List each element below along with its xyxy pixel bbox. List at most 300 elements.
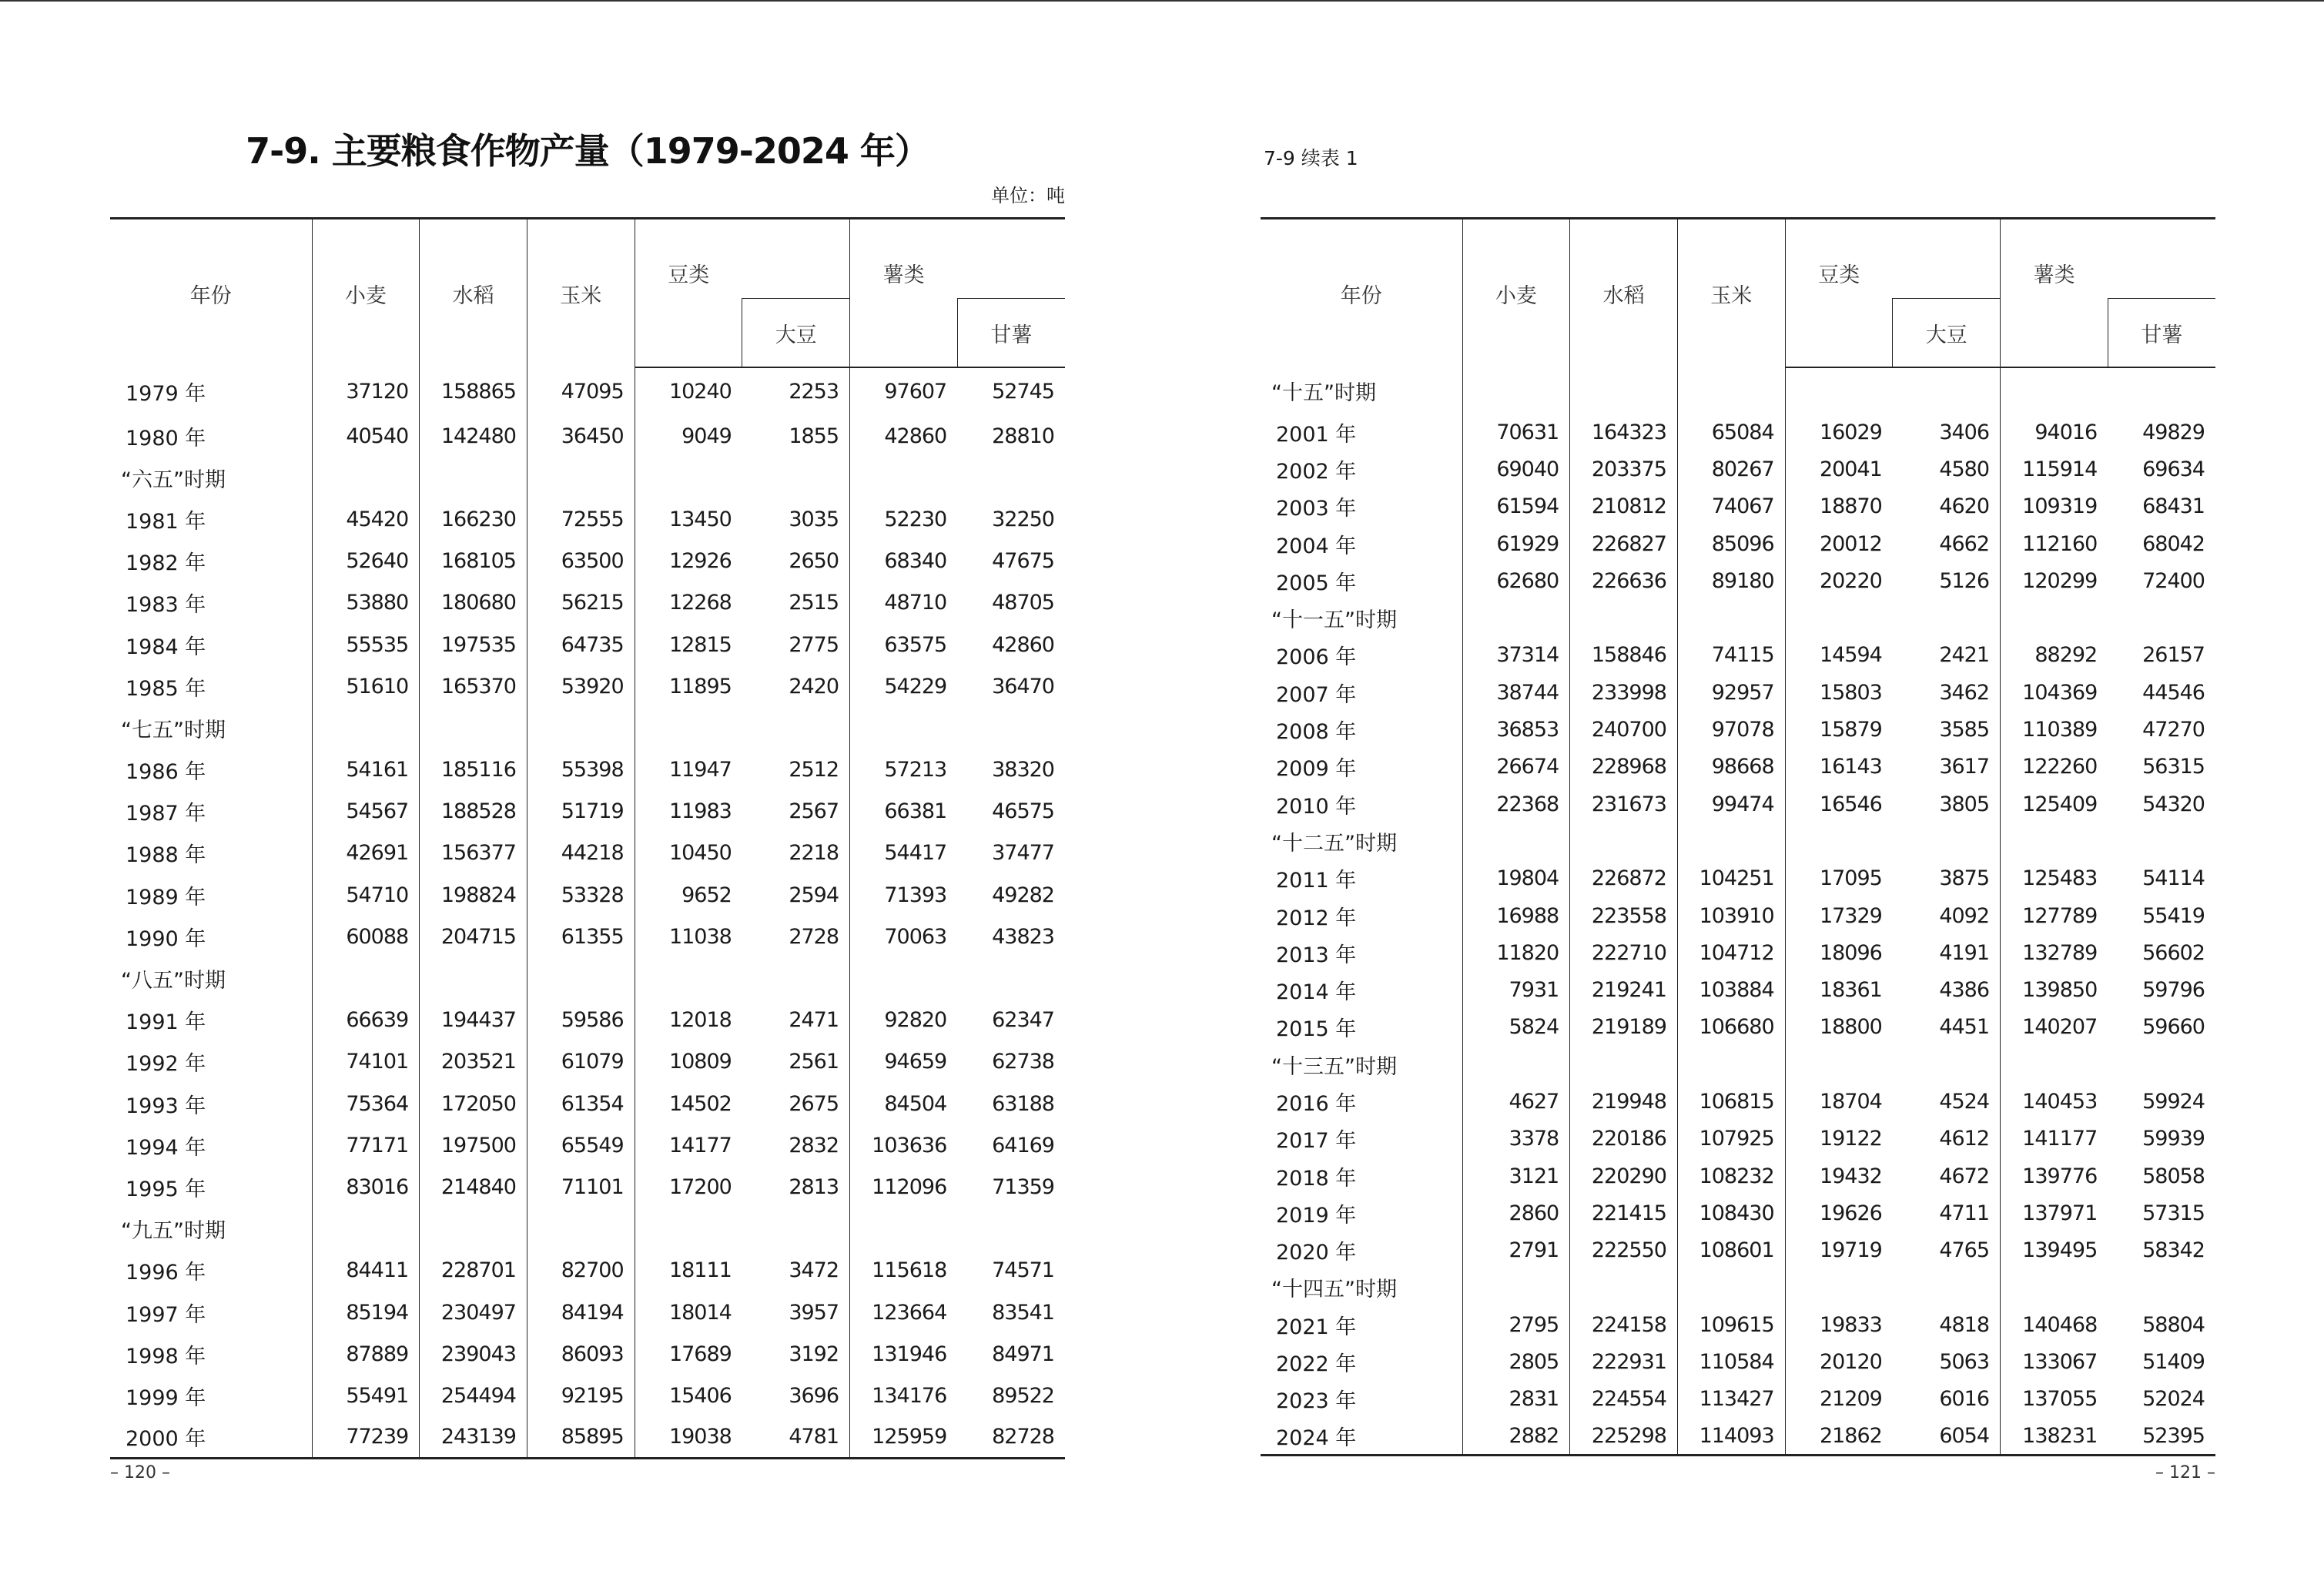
value-cell: 28810 — [992, 424, 1054, 448]
value-cell: 53920 — [527, 665, 635, 707]
value-cell: 254494 — [420, 1375, 527, 1416]
value-cell: 61594 — [1462, 488, 1570, 525]
value-cell: 12926 — [635, 541, 742, 582]
value-cell: 62347 — [992, 1008, 1054, 1033]
value-cell: 4662 — [1939, 531, 1990, 556]
value-cell: 15406 — [635, 1375, 742, 1416]
table-row — [110, 367, 1065, 415]
year-cell: 1985 年 — [126, 676, 206, 701]
value-cell: 68431 — [2142, 494, 2205, 519]
table-row — [1261, 488, 2215, 525]
value-cell: 20041 — [1785, 451, 1893, 487]
value-cell: 7931 — [1462, 971, 1570, 1008]
value-cell: 92957 — [1677, 674, 1785, 711]
value-cell: 20012 — [1785, 525, 1893, 562]
value-cell: 55419 — [2142, 903, 2205, 928]
value-cell: 38320 — [992, 758, 1054, 782]
value-cell: 109319 — [2001, 488, 2108, 525]
header-beans-under — [635, 299, 742, 368]
value-cell: 19038 — [635, 1417, 742, 1459]
value-cell: 16029 — [1785, 414, 1893, 451]
year-cell: 2000 年 — [110, 1417, 312, 1459]
value-cell: 42860 — [992, 632, 1054, 657]
value-cell: 2421 — [1939, 643, 1990, 668]
value-cell: 36853 — [1462, 711, 1570, 748]
value-cell: 166230 — [420, 498, 527, 540]
value-cell: 2515 — [789, 591, 839, 615]
value-cell: 3462 — [1939, 680, 1990, 705]
value-cell: 94016 — [2001, 414, 2108, 451]
value-cell: 71393 — [850, 874, 958, 916]
value-cell: 10809 — [635, 1041, 742, 1083]
value-cell: 108601 — [1677, 1232, 1785, 1269]
table-row — [1261, 674, 2215, 711]
value-cell — [635, 707, 742, 749]
value-cell: 92820 — [850, 1000, 958, 1041]
value-cell: 3035 — [789, 507, 839, 531]
year-cell: 2008 年 — [1276, 720, 1357, 745]
value-cell — [527, 957, 635, 999]
value-cell: 52230 — [850, 498, 958, 540]
year-cell: 1979 年 — [126, 381, 206, 406]
value-cell: 20220 — [1785, 562, 1893, 599]
value-cell: 82728 — [957, 1417, 1065, 1459]
value-cell — [420, 457, 527, 498]
value-cell: 20120 — [1785, 1343, 1893, 1380]
value-cell: 11820 — [1462, 934, 1570, 971]
table-row — [110, 665, 1065, 707]
value-cell: 98668 — [1677, 749, 1785, 786]
header-beans: 豆类 — [1785, 219, 1893, 299]
table-row — [1261, 934, 2215, 971]
value-cell: 4092 — [1939, 903, 1990, 928]
value-cell: 204715 — [420, 916, 527, 957]
value-cell: 37477 — [992, 841, 1054, 866]
value-cell: 2832 — [789, 1133, 839, 1157]
value-cell: 243139 — [420, 1417, 527, 1459]
value-cell: 2728 — [789, 924, 839, 949]
value-cell: 132789 — [2001, 934, 2108, 971]
value-cell: 164323 — [1570, 414, 1678, 451]
table-row — [1261, 1121, 2215, 1157]
header-beans-spacer — [742, 219, 850, 299]
value-cell — [1893, 599, 2001, 636]
year-cell: 1996 年 — [126, 1261, 206, 1285]
value-cell: 42691 — [312, 833, 420, 874]
value-cell: 43823 — [992, 924, 1054, 949]
value-cell: 38744 — [1462, 674, 1570, 711]
value-cell: 137055 — [2001, 1381, 2108, 1418]
year-cell: 2023 年 — [1276, 1389, 1357, 1414]
value-cell: 2775 — [789, 632, 839, 657]
year-cell: 1989 年 — [126, 885, 206, 910]
value-cell — [1893, 367, 2001, 414]
header-tubers: 薯类 — [850, 219, 958, 299]
value-cell: 44218 — [527, 833, 635, 874]
table-row — [1261, 971, 2215, 1008]
value-cell: 54114 — [2142, 866, 2205, 891]
value-cell: 140207 — [2001, 1009, 2108, 1046]
page-title: 7-9. 主要粮食作物产量（1979-2024 年） — [246, 130, 929, 172]
year-cell: 2017 年 — [1276, 1129, 1357, 1154]
value-cell: 4672 — [1939, 1164, 1990, 1188]
year-cell: 2015 年 — [1276, 1017, 1357, 1042]
header-tubers-spacer — [2108, 219, 2215, 299]
value-cell: 37120 — [312, 367, 420, 415]
value-cell: 40540 — [312, 415, 420, 457]
value-cell — [1462, 599, 1570, 636]
value-cell: 203375 — [1570, 451, 1678, 487]
value-cell: 3875 — [1939, 866, 1990, 891]
value-cell: 17689 — [635, 1333, 742, 1375]
table-row — [110, 749, 1065, 791]
year-cell: 2005 年 — [1276, 571, 1357, 595]
year-cell: 2007 年 — [1276, 682, 1357, 707]
value-cell: 47270 — [2142, 718, 2205, 742]
value-cell — [957, 1208, 1065, 1250]
value-cell: 66381 — [850, 791, 958, 833]
value-cell: 57315 — [2142, 1201, 2205, 1225]
value-cell — [527, 1208, 635, 1250]
year-cell: 1997 年 — [126, 1302, 206, 1327]
table-row — [110, 415, 1065, 457]
year-cell: 1982 年 — [126, 551, 206, 576]
table-row — [110, 1041, 1065, 1083]
value-cell: 5824 — [1462, 1009, 1570, 1046]
value-cell: 114093 — [1677, 1418, 1785, 1455]
period-row — [1261, 1269, 2215, 1306]
value-cell: 140468 — [2001, 1306, 2108, 1343]
year-cell: 1986 年 — [126, 760, 206, 785]
value-cell — [1677, 822, 1785, 859]
year-cell: 2010 年 — [1276, 794, 1357, 819]
header-rice: 水稻 — [420, 219, 527, 368]
value-cell: 54417 — [850, 833, 958, 874]
value-cell: 3121 — [1462, 1157, 1570, 1194]
header-soybean: 大豆 — [742, 299, 850, 368]
value-cell: 203521 — [420, 1041, 527, 1083]
value-cell: 2791 — [1462, 1232, 1570, 1269]
value-cell: 51409 — [2142, 1350, 2205, 1375]
value-cell: 4580 — [1939, 457, 1990, 481]
value-cell: 125959 — [850, 1417, 958, 1459]
value-cell: 84411 — [312, 1250, 420, 1292]
value-cell: 21209 — [1785, 1381, 1893, 1418]
period-label: “七五”时期 — [121, 718, 226, 742]
value-cell — [1570, 1269, 1678, 1306]
table-row — [110, 541, 1065, 582]
year-cell: 2013 年 — [1276, 943, 1357, 967]
value-cell: 214840 — [420, 1166, 527, 1208]
value-cell: 87889 — [312, 1333, 420, 1375]
value-cell: 110389 — [2001, 711, 2108, 748]
value-cell: 70063 — [850, 916, 958, 957]
year-cell: 2016 年 — [1276, 1091, 1357, 1116]
table-row — [1261, 860, 2215, 897]
value-cell: 226827 — [1570, 525, 1678, 562]
value-cell: 139776 — [2001, 1157, 2108, 1194]
value-cell: 103636 — [850, 1124, 958, 1166]
table-body-left — [110, 367, 1065, 1459]
table-row — [110, 498, 1065, 540]
year-cell: 2022 年 — [1276, 1352, 1357, 1377]
continuation-label: 7-9 续表 1 — [1264, 147, 1358, 169]
value-cell: 3378 — [1462, 1121, 1570, 1157]
value-cell: 220186 — [1570, 1121, 1678, 1157]
value-cell: 103884 — [1677, 971, 1785, 1008]
value-cell: 221415 — [1570, 1194, 1678, 1231]
crop-output-table-right — [1261, 217, 2215, 1456]
value-cell: 222550 — [1570, 1232, 1678, 1269]
value-cell — [1893, 822, 2001, 859]
value-cell: 36450 — [527, 415, 635, 457]
header-beans-spacer — [1893, 219, 2001, 299]
value-cell: 52640 — [312, 541, 420, 582]
value-cell: 112096 — [850, 1166, 958, 1208]
value-cell — [742, 1208, 850, 1250]
value-cell — [1785, 1269, 1893, 1306]
value-cell: 88292 — [2001, 637, 2108, 674]
value-cell: 18800 — [1785, 1009, 1893, 1046]
value-cell: 58342 — [2142, 1238, 2205, 1263]
value-cell: 72555 — [527, 498, 635, 540]
value-cell: 54710 — [312, 874, 420, 916]
value-cell: 85096 — [1677, 525, 1785, 562]
year-cell: 1981 年 — [126, 509, 206, 534]
value-cell: 180680 — [420, 582, 527, 624]
value-cell — [1462, 1269, 1570, 1306]
value-cell: 83541 — [992, 1300, 1054, 1325]
table-row — [1261, 562, 2215, 599]
value-cell — [312, 707, 420, 749]
value-cell: 2594 — [789, 883, 839, 907]
value-cell: 42860 — [850, 415, 958, 457]
table-row — [1261, 1306, 2215, 1343]
value-cell: 3192 — [789, 1342, 839, 1366]
value-cell: 59586 — [527, 1000, 635, 1041]
value-cell: 140453 — [2001, 1083, 2108, 1120]
value-cell — [2001, 1269, 2108, 1306]
value-cell — [742, 707, 850, 749]
header-beans: 豆类 — [635, 219, 742, 299]
value-cell — [1785, 822, 1893, 859]
header-tubers: 薯类 — [2001, 219, 2108, 299]
value-cell: 74571 — [992, 1258, 1054, 1283]
value-cell: 104369 — [2001, 674, 2108, 711]
value-cell: 58058 — [2142, 1164, 2205, 1188]
value-cell: 220290 — [1570, 1157, 1678, 1194]
year-cell: 1984 年 — [126, 635, 206, 659]
period-row — [110, 957, 1065, 999]
value-cell — [527, 457, 635, 498]
value-cell: 32250 — [992, 507, 1054, 531]
period-row — [110, 1208, 1065, 1250]
value-cell: 14594 — [1785, 637, 1893, 674]
value-cell: 86093 — [527, 1333, 635, 1375]
value-cell: 125409 — [2001, 786, 2108, 822]
period-row — [110, 707, 1065, 749]
year-cell: 1995 年 — [126, 1177, 206, 1201]
value-cell: 61354 — [527, 1083, 635, 1124]
value-cell — [1677, 1269, 1785, 1306]
value-cell: 72400 — [2142, 568, 2205, 593]
value-cell: 55535 — [312, 624, 420, 665]
value-cell: 63188 — [992, 1091, 1054, 1116]
value-cell: 109615 — [1677, 1306, 1785, 1343]
value-cell: 63575 — [850, 624, 958, 665]
value-cell — [635, 457, 742, 498]
value-cell: 56315 — [2142, 755, 2205, 779]
value-cell: 80267 — [1677, 451, 1785, 487]
year-cell: 2004 年 — [1276, 534, 1357, 558]
unit-label: 单位：吨 — [991, 185, 1065, 206]
value-cell: 4818 — [1939, 1312, 1990, 1337]
value-cell: 59939 — [2142, 1127, 2205, 1151]
value-cell: 226872 — [1570, 860, 1678, 897]
table-row — [110, 1333, 1065, 1375]
table-row — [1261, 786, 2215, 822]
year-cell: 1998 年 — [126, 1344, 206, 1369]
value-cell: 89522 — [992, 1383, 1054, 1408]
year-cell: 2009 年 — [1276, 757, 1357, 782]
value-cell: 75364 — [312, 1083, 420, 1124]
value-cell — [527, 707, 635, 749]
period-label: “十三五”时期 — [1271, 1054, 1397, 1079]
year-cell: 1999 年 — [126, 1385, 206, 1410]
value-cell: 4386 — [1939, 978, 1990, 1003]
value-cell: 138231 — [2001, 1418, 2108, 1455]
value-cell — [2108, 367, 2215, 414]
value-cell — [420, 707, 527, 749]
value-cell: 61355 — [527, 916, 635, 957]
year-cell: 2020 年 — [1276, 1241, 1357, 1265]
value-cell: 3617 — [1939, 755, 1990, 779]
value-cell: 97078 — [1677, 711, 1785, 748]
value-cell: 56602 — [2142, 940, 2205, 965]
year-cell: 2011 年 — [1276, 869, 1357, 893]
value-cell: 49829 — [2142, 420, 2205, 444]
value-cell: 224158 — [1570, 1306, 1678, 1343]
value-cell: 239043 — [420, 1333, 527, 1375]
value-cell: 108232 — [1677, 1157, 1785, 1194]
value-cell — [1785, 1046, 1893, 1083]
header-tubers-under — [850, 299, 958, 368]
value-cell: 231673 — [1570, 786, 1678, 822]
value-cell: 46575 — [992, 799, 1054, 824]
table-row — [110, 1375, 1065, 1416]
value-cell — [850, 457, 958, 498]
value-cell — [1462, 1046, 1570, 1083]
value-cell: 16546 — [1785, 786, 1893, 822]
header-sweet-potato: 甘薯 — [957, 299, 1065, 368]
value-cell: 219241 — [1570, 971, 1678, 1008]
year-cell: 2014 年 — [1276, 980, 1357, 1005]
table-row — [110, 874, 1065, 916]
right-page — [1261, 0, 2215, 1588]
value-cell — [957, 957, 1065, 999]
year-cell: 2003 年 — [1276, 497, 1357, 521]
value-cell: 188528 — [420, 791, 527, 833]
value-cell: 6016 — [1939, 1387, 1990, 1412]
value-cell: 68340 — [850, 541, 958, 582]
value-cell: 197500 — [420, 1124, 527, 1166]
value-cell: 4612 — [1939, 1127, 1990, 1151]
year-cell: 2024 年 — [1261, 1418, 1462, 1455]
table-row — [110, 1166, 1065, 1208]
table-row — [110, 916, 1065, 957]
year-cell: 1980 年 — [126, 426, 206, 451]
header-soybean: 大豆 — [1893, 299, 2001, 368]
header-beans-under — [1785, 299, 1893, 368]
year-cell: 1987 年 — [126, 802, 206, 826]
year-cell: 1991 年 — [126, 1010, 206, 1035]
value-cell: 99474 — [1677, 786, 1785, 822]
value-cell: 139495 — [2001, 1232, 2108, 1269]
value-cell: 3957 — [789, 1300, 839, 1325]
header-tubers-spacer — [957, 219, 1065, 299]
value-cell: 19719 — [1785, 1232, 1893, 1269]
table-row — [110, 1000, 1065, 1041]
header-corn: 玉米 — [527, 219, 635, 368]
value-cell: 18870 — [1785, 488, 1893, 525]
value-cell: 2561 — [789, 1050, 839, 1074]
value-cell: 127789 — [2001, 897, 2108, 934]
table-row — [1261, 749, 2215, 786]
value-cell: 106815 — [1677, 1083, 1785, 1120]
value-cell: 172050 — [420, 1083, 527, 1124]
value-cell: 2813 — [789, 1174, 839, 1199]
year-cell: 1994 年 — [126, 1135, 206, 1160]
value-cell: 123664 — [850, 1292, 958, 1333]
year-cell: 2001 年 — [1276, 422, 1357, 447]
value-cell: 2882 — [1462, 1418, 1570, 1455]
value-cell: 84504 — [850, 1083, 958, 1124]
value-cell: 18111 — [635, 1250, 742, 1292]
period-row — [1261, 367, 2215, 414]
value-cell: 224554 — [1570, 1381, 1678, 1418]
value-cell — [1785, 367, 1893, 414]
value-cell: 2471 — [789, 1008, 839, 1033]
value-cell — [1785, 599, 1893, 636]
value-cell: 53880 — [312, 582, 420, 624]
value-cell: 51610 — [312, 665, 420, 707]
value-cell: 11947 — [635, 749, 742, 791]
value-cell: 2218 — [789, 841, 839, 866]
table-row — [1261, 1232, 2215, 1269]
value-cell: 26674 — [1462, 749, 1570, 786]
value-cell — [312, 1208, 420, 1250]
value-cell: 69634 — [2142, 457, 2205, 481]
crop-output-table-left — [110, 217, 1065, 1459]
value-cell: 113427 — [1677, 1381, 1785, 1418]
value-cell: 77239 — [312, 1417, 420, 1459]
value-cell: 54320 — [2142, 792, 2205, 816]
value-cell: 5063 — [1939, 1350, 1990, 1375]
value-cell: 19626 — [1785, 1194, 1893, 1231]
header-rice: 水稻 — [1570, 219, 1678, 368]
table-row — [1261, 525, 2215, 562]
value-cell: 4451 — [1939, 1015, 1990, 1040]
value-cell — [2108, 822, 2215, 859]
value-cell — [1570, 822, 1678, 859]
value-cell: 61079 — [527, 1041, 635, 1083]
value-cell: 1855 — [789, 424, 839, 448]
value-cell: 197535 — [420, 624, 527, 665]
value-cell — [850, 707, 958, 749]
value-cell: 3696 — [789, 1383, 839, 1408]
value-cell: 58804 — [2142, 1312, 2205, 1337]
value-cell: 133067 — [2001, 1343, 2108, 1380]
